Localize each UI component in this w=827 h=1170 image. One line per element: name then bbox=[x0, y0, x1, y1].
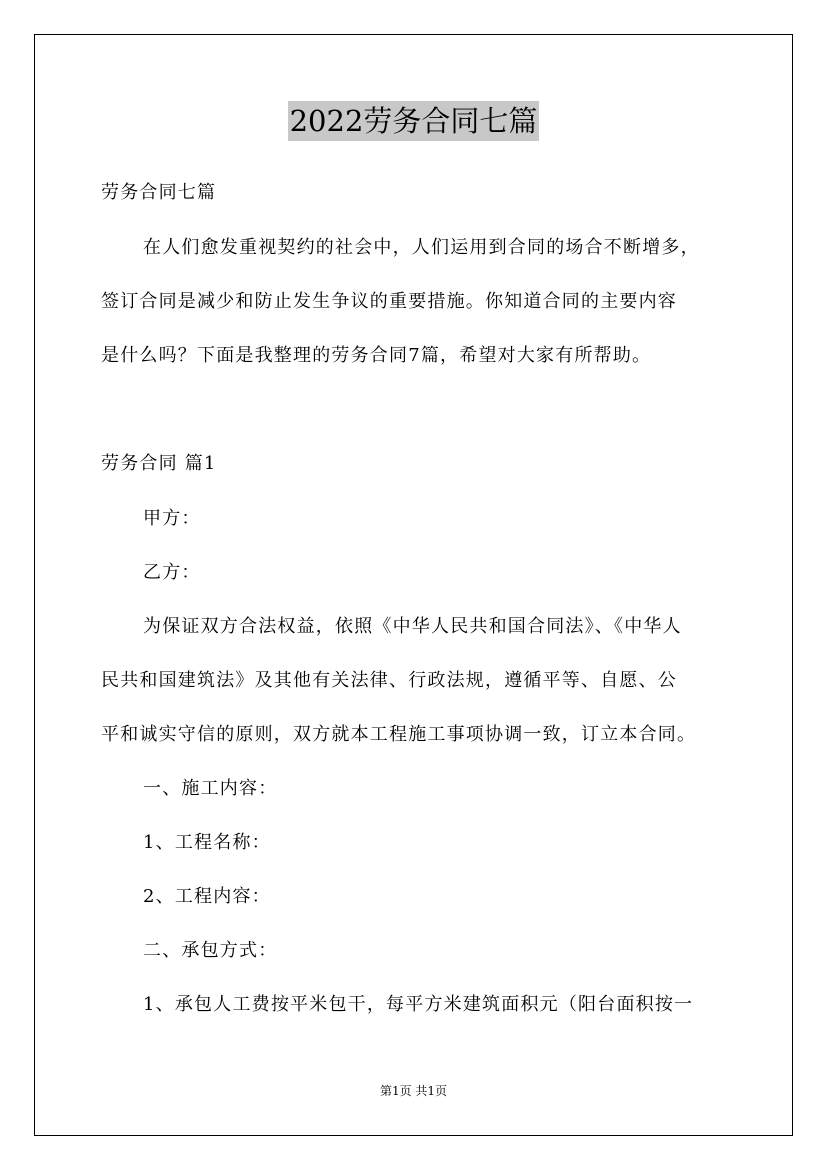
party-b: 乙方： bbox=[143, 562, 201, 583]
party-a: 甲方： bbox=[143, 508, 201, 529]
preamble-line-3: 平和诚实守信的原则，双方就本工程施工事项协调一致，订立本合同。 bbox=[101, 724, 697, 745]
clause1-title: 一、施工内容： bbox=[143, 778, 278, 799]
page-footer: 第1页 共1页 bbox=[379, 1084, 448, 1098]
clause1-item2: 2、工程内容： bbox=[143, 886, 271, 907]
document-title: 2022劳务合同七篇 bbox=[288, 101, 540, 141]
title-container bbox=[0, 101, 827, 141]
intro-line-2: 签订合同是减少和防止发生争议的重要措施。你知道合同的主要内容 bbox=[101, 291, 677, 312]
intro-line-1: 在人们愈发重视契约的社会中，人们运用到合同的场合不断增多， bbox=[143, 237, 700, 258]
clause2-item1: 1、承包人工费按平米包干，每平方米建筑面积元（阳台面积按一 bbox=[143, 994, 694, 1015]
preamble-line-2: 民共和国建筑法》及其他有关法律、行政法规，遵循平等、自愿、公 bbox=[101, 670, 677, 691]
section-heading: 劳务合同 篇1 bbox=[101, 453, 217, 474]
preamble-line-1: 为保证双方合法权益，依照《中华人民共和国合同法》、《中华人 bbox=[143, 616, 682, 637]
clause2-title: 二、承包方式： bbox=[143, 940, 278, 961]
subtitle: 劳务合同七篇 bbox=[101, 182, 217, 203]
intro-line-3: 是什么吗？下面是我整理的劳务合同7篇，希望对大家有所帮助。 bbox=[101, 345, 652, 366]
clause1-item1: 1、工程名称： bbox=[143, 832, 271, 853]
